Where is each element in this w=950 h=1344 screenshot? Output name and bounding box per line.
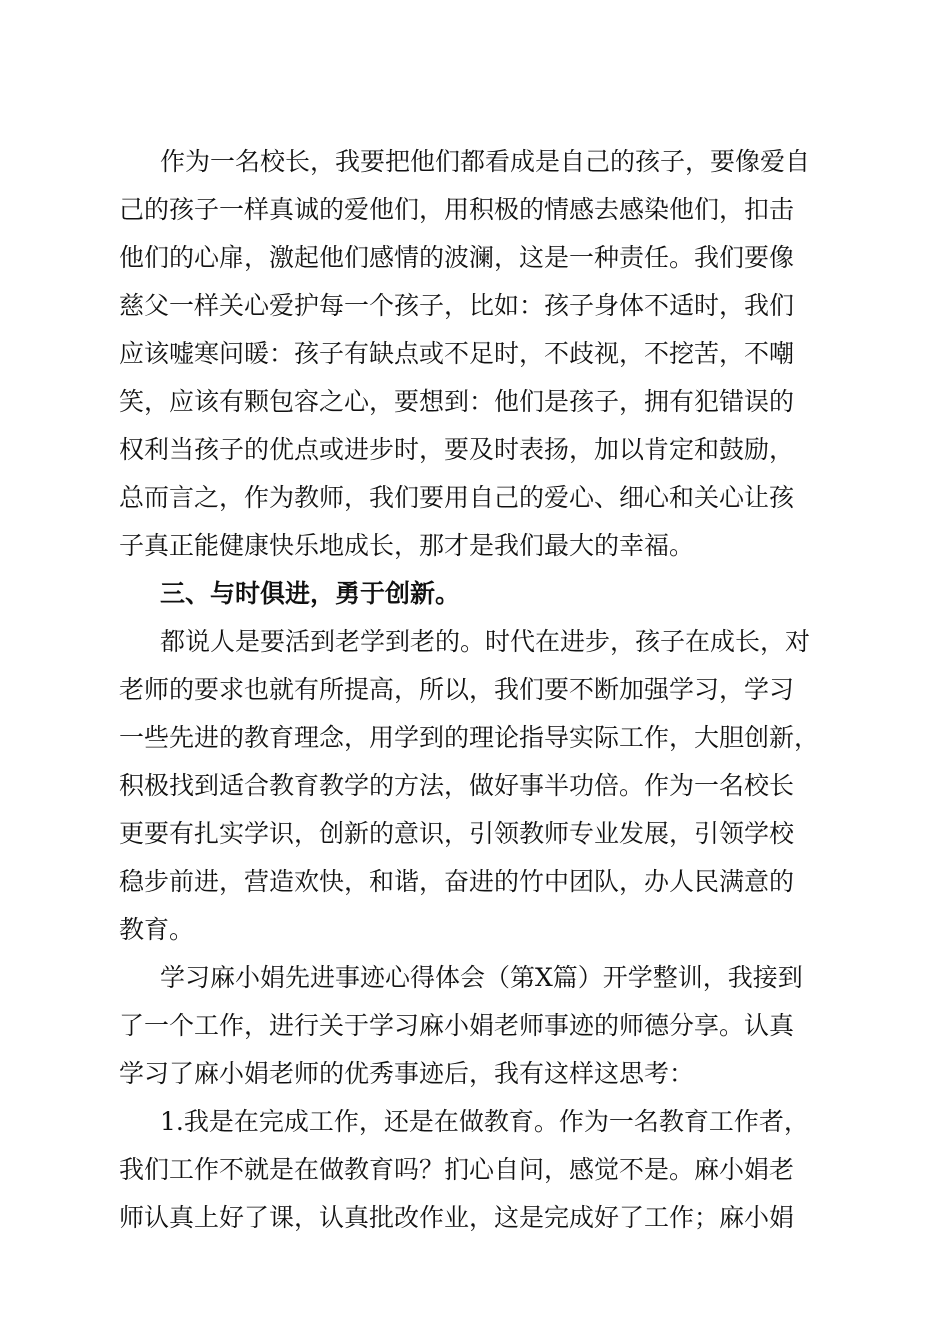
line-text: 了一个工作，进行关于学习麻小娟老师事迹的师德分享。认真 <box>119 1011 795 1040</box>
line-text: 总而言之，作为教师，我们要用自己的爱心、细心和关心让孩 <box>119 483 795 512</box>
line-text: 学习麻小娟先进事迹心得体会（第X篇）开学整训，我接到 <box>160 963 803 992</box>
line-text: 子真正能健康快乐地成长，那才是我们最大的幸福。 <box>119 531 695 560</box>
paragraph-line <box>0 426 950 474</box>
paragraph-line <box>0 906 950 954</box>
paragraph-line <box>0 1098 950 1146</box>
line-text: 我们工作不就是在做教育吗？扪心自问，感觉不是。麻小娟老 <box>119 1155 795 1184</box>
paragraph-line <box>0 1050 950 1098</box>
line-text: 积极找到适合教育教学的方法，做好事半功倍。作为一名校长 <box>119 771 795 800</box>
line-text: 一些先进的教育理念，用学到的理论指导实际工作，大胆创新， <box>119 723 820 752</box>
paragraph-line <box>0 762 950 810</box>
paragraph-line <box>0 474 950 522</box>
line-text: 权利当孩子的优点或进步时，要及时表扬，加以肯定和鼓励， <box>119 435 795 464</box>
line-text: 都说人是要活到老学到老的。时代在进步，孩子在成长，对 <box>160 627 811 656</box>
paragraph-line <box>0 858 950 906</box>
line-text: 更要有扎实学识，创新的意识，引领教师专业发展，引领学校 <box>119 819 795 848</box>
paragraph-line <box>0 1002 950 1050</box>
line-text: 己的孩子一样真诚的爱他们，用积极的情感去感染他们，扣击 <box>119 195 795 224</box>
section-heading <box>0 570 950 618</box>
paragraph-line <box>0 234 950 282</box>
line-text: 1.我是在完成工作，还是在做教育。作为一名教育工作者， <box>160 1107 809 1136</box>
paragraph-line <box>0 1194 950 1242</box>
line-text: 老师的要求也就有所提高，所以，我们要不断加强学习，学习 <box>119 675 795 704</box>
line-text: 作为一名校长，我要把他们都看成是自己的孩子，要像爱自 <box>160 147 811 176</box>
line-text: 慈父一样关心爱护每一个孩子，比如：孩子身体不适时，我们 <box>119 291 795 320</box>
paragraph-line <box>0 330 950 378</box>
paragraph-line <box>0 810 950 858</box>
line-text: 学习了麻小娟老师的优秀事迹后，我有这样这思考： <box>119 1059 695 1088</box>
line-text: 稳步前进，营造欢快，和谐，奋进的竹中团队，办人民满意的 <box>119 867 795 896</box>
paragraph-line <box>0 1146 950 1194</box>
section-heading-text: 三、与时俱进，勇于创新。 <box>160 579 461 608</box>
line-text: 教育。 <box>119 915 195 944</box>
line-text: 笑，应该有颗包容之心，要想到：他们是孩子，拥有犯错误的 <box>119 387 795 416</box>
line-text: 应该嘘寒问暖：孩子有缺点或不足时，不歧视，不挖苦，不嘲 <box>119 339 795 368</box>
paragraph-line <box>0 378 950 426</box>
paragraph-line <box>0 186 950 234</box>
paragraph-line <box>0 618 950 666</box>
line-text: 师认真上好了课，认真批改作业，这是完成好了工作；麻小娟 <box>119 1203 795 1232</box>
paragraph-line <box>0 282 950 330</box>
line-text: 他们的心扉，激起他们感情的波澜，这是一种责任。我们要像 <box>119 243 795 272</box>
paragraph-line <box>0 714 950 762</box>
paragraph-line <box>0 666 950 714</box>
paragraph-line <box>0 138 950 186</box>
paragraph-line <box>0 954 950 1002</box>
paragraph-line <box>0 522 950 570</box>
